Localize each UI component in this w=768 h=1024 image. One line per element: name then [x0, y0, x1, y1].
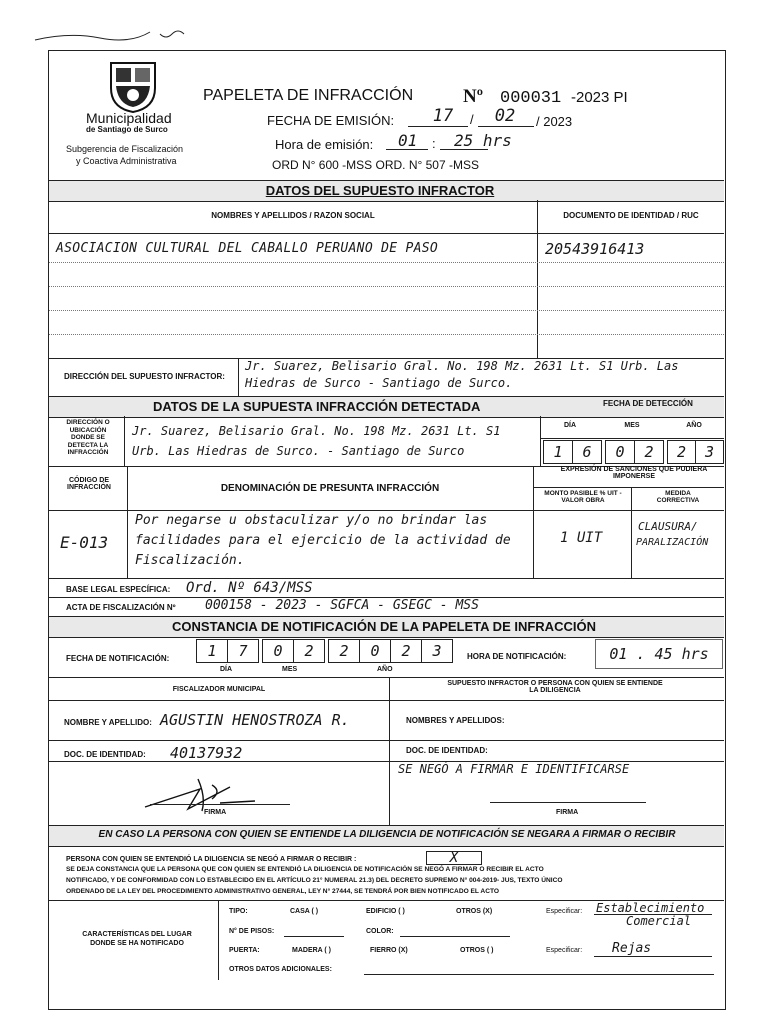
- fecha-notif-digit: 1: [196, 639, 228, 663]
- fecha-emision-day: 17: [432, 106, 454, 126]
- negativa-section-title: EN CASO LA PERSONA CON QUIEN SE ENTIENDE LA DILIGENCIA DE NOTIFICACIÓN SE NEGARA A FIRMAR O RECIBIR: [98, 829, 676, 840]
- hora-emision-label: Hora de emisión:: [275, 137, 374, 152]
- fiscalizador-title: FISCALIZADOR MUNICIPAL: [172, 686, 266, 693]
- otros-datos-label: OTROS DATOS ADICIONALES:: [229, 966, 332, 973]
- fecha-notif-digit: 3: [421, 639, 453, 663]
- tipo-label: TIPO:: [229, 908, 248, 915]
- puerta-fierro: FIERRO (X): [370, 947, 408, 954]
- fecha-emision-year: / 2023: [536, 114, 573, 129]
- negativa-line-1: PERSONA CON QUIEN SE ENTENDIÓ LA DILIGENCIA SE NEGÓ A FIRMAR O RECIBIR :: [66, 856, 357, 863]
- monto-label: MONTO PASIBLE % UIT - VALOR OBRA: [544, 490, 622, 504]
- direccion-line-1: Jr. Suarez, Belisario Gral. No. 198 Mz. 2631 Lt. S1 Urb. Las: [245, 359, 679, 373]
- fecha-emision-month: 02: [494, 106, 516, 126]
- notif-mes-label: MES: [282, 666, 298, 673]
- medida-line-1: CLAUSURA/: [638, 520, 698, 533]
- tipo-otros: OTROS (X): [456, 908, 493, 915]
- base-legal-label: BASE LEGAL ESPECÍFICA:: [66, 585, 171, 594]
- fecha-notificacion-label: FECHA DE NOTIFICACIÓN:: [66, 654, 170, 663]
- hora-notificacion-label: HORA DE NOTIFICACIÓN:: [467, 652, 567, 661]
- pisos-label: N° DE PISOS:: [229, 928, 275, 935]
- base-legal-value: Ord. Nº 643/MSS: [186, 580, 313, 596]
- scribble-mark: [30, 22, 200, 46]
- firma2-label: FIRMA: [556, 809, 579, 816]
- notif-dia-label: DÍA: [220, 666, 233, 673]
- dia-label: DÍA: [563, 422, 577, 429]
- hora-emision-minutes: 25 hrs: [454, 131, 512, 150]
- direccion-label: DIRECCIÓN DEL SUPUESTO INFRACTOR:: [64, 372, 225, 381]
- infractor-ruc: 20543916413: [545, 240, 645, 258]
- nombres2-label: NOMBRES Y APELLIDOS:: [406, 716, 505, 725]
- ano-label: AÑO: [686, 422, 702, 429]
- negativa-line-3: NOTIFICADO, Y DE CONFORMIDAD CON LO ESTABLECIDO EN EL ARTÍCULO 21° NUMERAL 21.3) DEL DECRETO SUPREMO N° 004-2019- JUS, TEXTO ÚNICO: [66, 877, 563, 884]
- puerta-madera: MADERA ( ): [292, 947, 332, 954]
- fecha-det-digit: 0: [605, 440, 635, 464]
- especificar-tipo-line-1: Establecimiento: [596, 901, 705, 915]
- nombre-label: NOMBRE Y APELLIDO:: [64, 718, 152, 727]
- acta-value: 000158 - 2023 - SGFCA - GSEGC - MSS: [205, 598, 479, 613]
- denominacion-line-3: Fiscalización.: [135, 553, 245, 568]
- fecha-notif-digit: 7: [227, 639, 259, 663]
- ordinance-ref: ORD N° 600 -MSS ORD. N° 507 -MSS: [272, 158, 479, 172]
- medida-line-2: PARALIZACIÓN: [636, 537, 709, 548]
- number-suffix: -2023 PI: [571, 89, 628, 106]
- puerta-label: PUERTA:: [229, 947, 260, 954]
- fecha-emision-label: FECHA DE EMISIÓN:: [267, 113, 395, 128]
- hora-emision-hours: 01: [398, 131, 418, 150]
- ubicacion-line-1: Jr. Suarez, Belisario Gral. No. 198 Mz. 2631 Lt. S1: [132, 424, 501, 438]
- infractor-name: ASOCIACION CULTURAL DEL CABALLO PERUANO DE PASO: [56, 241, 438, 256]
- fecha-det-digit: 2: [667, 440, 696, 464]
- fecha-det-digit: 6: [572, 440, 602, 464]
- form-title: PAPELETA DE INFRACCIÓN: [203, 87, 414, 104]
- ubicacion-line-2: Urb. Las Hiedras de Surco. - Santiago de Surco: [132, 444, 465, 458]
- fecha-deteccion-label: FECHA DE DETECCIÓN: [603, 399, 693, 408]
- sanciones-label: EXPRESIÓN DE SANCIONES QUE PUDIERA IMPONERSE: [560, 466, 708, 480]
- acta-label: ACTA DE FISCALIZACIÓN Nº: [66, 603, 176, 612]
- especificar-puerta: Rejas: [612, 941, 652, 956]
- infraccion-section-title: DATOS DE LA SUPUESTA INFRACCIÓN DETECTADA: [153, 399, 481, 414]
- hora-notificacion-value: 01 . 45 hrs: [595, 639, 723, 669]
- lugar-label-line-2: DONDE SE HA NOTIFICADO: [90, 940, 184, 947]
- notif-ano-label: AÑO: [377, 666, 393, 673]
- notificacion-section-title: CONSTANCIA DE NOTIFICACIÓN DE LA PAPELETA DE INFRACCIÓN: [172, 619, 596, 634]
- denominacion-line-1: Por negarse u obstaculizar y/o no brindar las: [135, 513, 488, 528]
- especificar2-label: Especificar:: [546, 947, 583, 954]
- number-label: Nº: [463, 86, 483, 107]
- color-label: COLOR:: [366, 928, 394, 935]
- especificar-tipo-line-2: Comercial: [626, 914, 692, 928]
- firma-label: FIRMA: [204, 809, 227, 816]
- fecha-notif-digit: 2: [328, 639, 360, 663]
- negativa-checkbox[interactable]: X: [426, 851, 482, 865]
- medida-label: MEDIDA CORRECTIVA: [656, 490, 700, 504]
- direccion-line-2: Hiedras de Surco - Santiago de Surco.: [245, 376, 513, 390]
- doc-label: DOC. DE IDENTIDAD:: [64, 750, 146, 759]
- infractor-section-title: DATOS DEL SUPUESTO INFRACTOR: [265, 183, 495, 198]
- col-nombre-header: NOMBRES Y APELLIDOS / RAZON SOCIAL: [211, 211, 375, 220]
- puerta-otros: OTROS ( ): [460, 947, 494, 954]
- monto-value: 1 UIT: [560, 530, 603, 546]
- fiscalizador-signature: [140, 775, 260, 815]
- tipo-casa: CASA ( ): [290, 908, 319, 915]
- doc2-label: DOC. DE IDENTIDAD:: [406, 746, 488, 755]
- fecha-notif-digit: 0: [262, 639, 294, 663]
- negativa-note: SE NEGÓ A FIRMAR E IDENTIFICARSE: [398, 762, 630, 776]
- org-subtitle: de Santiago de Surco: [86, 125, 168, 134]
- codigo-label: CÓDIGO DE INFRACCIÓN: [67, 477, 111, 491]
- fecha-det-digit: 3: [695, 440, 724, 464]
- fecha-det-digit: 1: [543, 440, 573, 464]
- negativa-line-4: ORDENADO DE LA LEY DEL PROCEDIMIENTO ADMINISTRATIVO GENERAL, LEY N° 27444, SE TENDRÁ POR BIEN NOTIFICADO EL ACTO: [66, 888, 499, 895]
- denominacion-line-2: facilidades para el ejercicio de la actividad de: [135, 533, 511, 548]
- municipal-shield-logo: [108, 60, 158, 114]
- lugar-label-line-1: CARACTERÍSTICAS DEL LUGAR: [82, 931, 192, 938]
- fecha-notif-digit: 0: [359, 639, 391, 663]
- mes-label: MES: [624, 422, 640, 429]
- fecha-det-digit: 2: [634, 440, 664, 464]
- codigo-infraccion: E-013: [60, 533, 109, 552]
- fiscalizador-doc: 40137932: [170, 744, 243, 762]
- tipo-edificio: EDIFICIO ( ): [366, 908, 405, 915]
- dept-line-2: y Coactiva Administrativa: [76, 156, 177, 166]
- papeleta-number: 000031: [500, 89, 562, 108]
- fiscalizador-name: AGUSTIN HENOSTROZA R.: [160, 711, 350, 729]
- denominacion-label: DENOMINACIÓN DE PRESUNTA INFRACCIÓN: [220, 483, 440, 494]
- fecha-notif-digit: 2: [293, 639, 325, 663]
- fecha-notif-digit: 2: [390, 639, 422, 663]
- negativa-line-2: SE DEJA CONSTANCIA QUE LA PERSONA QUE CON QUIEN SE ENTENDIÓ LA DILIGENCIA DE NOTIFICACIÓN SE NEGÓ A FIRMAR O RECIBIR EL ACTO: [66, 866, 544, 873]
- org-name: Municipalidad: [86, 110, 172, 126]
- persona-title: SUPUESTO INFRACTOR O PERSONA CON QUIEN SE ENTIENDE LA DILIGENCIA: [447, 680, 663, 694]
- dept-line-1: Subgerencia de Fiscalización: [66, 144, 184, 154]
- ubicacion-label: DIRECCIÓN O UBICACIÓN DONDE SE DETECTA LA INFRACCIÓN: [66, 419, 110, 456]
- especificar-label: Especificar:: [546, 908, 583, 915]
- col-doc-header: DOCUMENTO DE IDENTIDAD / RUC: [563, 211, 699, 220]
